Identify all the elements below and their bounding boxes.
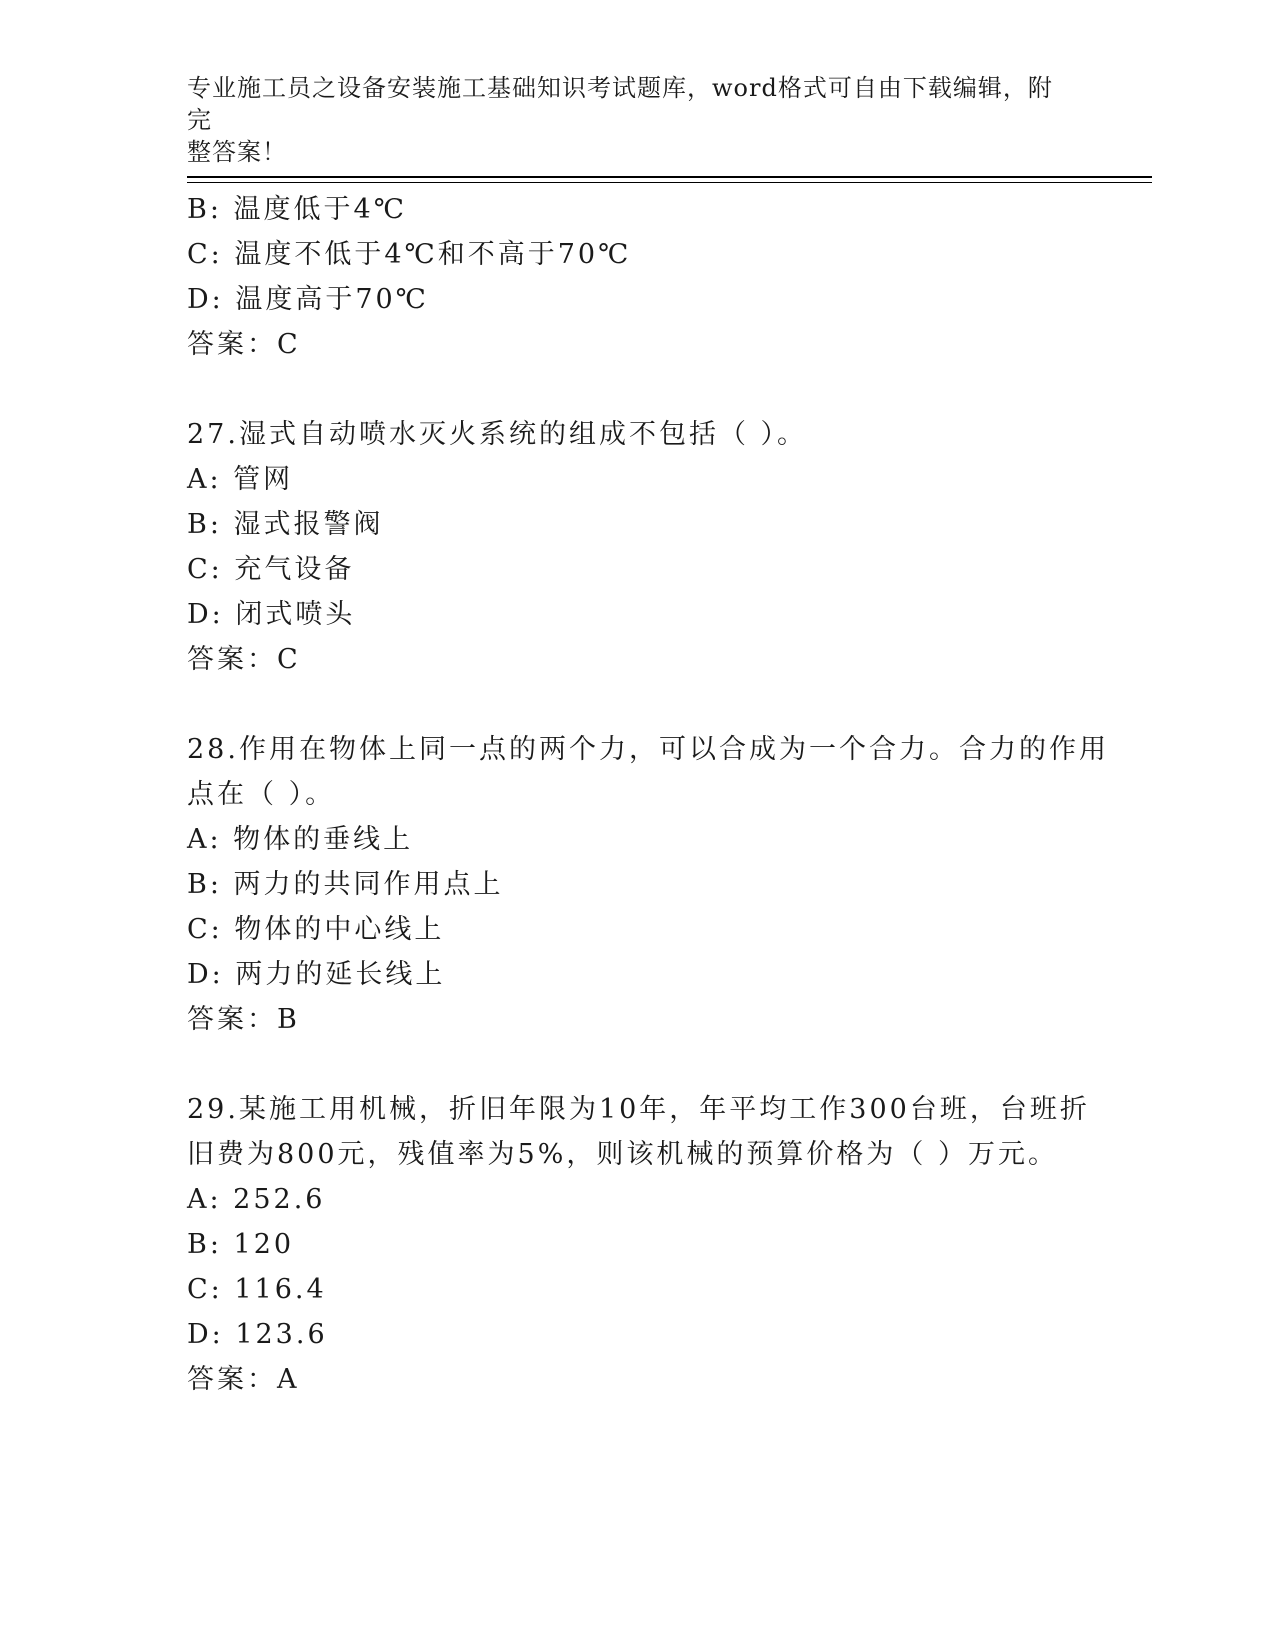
q26-answer: 答案：C <box>187 329 301 360</box>
q28-stem-line-2: 点在（ ）。 <box>187 779 336 810</box>
q29-option-b: B: 120 <box>187 1229 295 1260</box>
q26-option-c: C: 温度不低于4℃和不高于70℃ <box>187 239 632 270</box>
q27-stem: 27.湿式自动喷水灭火系统的组成不包括（ ）。 <box>187 419 808 450</box>
q29-stem-line-1: 29.某施工用机械，折旧年限为10年，年平均工作300台班，台班折 <box>187 1094 1090 1125</box>
q27-answer: 答案：C <box>187 644 301 675</box>
q29-answer: 答案：A <box>187 1364 300 1395</box>
q29-stem-line-2: 旧费为800元，残值率为5%，则该机械的预算价格为（ ）万元。 <box>187 1139 1058 1170</box>
q28-option-a: A: 物体的垂线上 <box>187 824 414 855</box>
header-line-2: 整答案！ <box>187 138 287 166</box>
header-rule-thin <box>187 182 1152 183</box>
q26-option-d: D: 温度高于70℃ <box>187 284 429 315</box>
q26-option-b: B: 温度低于4℃ <box>187 194 407 225</box>
q27-option-a: A: 管网 <box>187 464 294 495</box>
q28-option-c: C: 物体的中心线上 <box>187 914 445 945</box>
q28-option-d: D: 两力的延长线上 <box>187 959 446 990</box>
q27-option-d: D: 闭式喷头 <box>187 599 356 630</box>
q29-option-c: C: 116.4 <box>187 1274 327 1305</box>
header-line-1: 专业施工员之设备安装施工基础知识考试题库，word格式可自由下载编辑，附完 <box>187 74 1053 134</box>
q28-stem-line-1: 28.作用在物体上同一点的两个力，可以合成为一个合力。合力的作用 <box>187 734 1109 765</box>
header-rule-thick <box>187 176 1152 178</box>
q29-option-a: A: 252.6 <box>187 1184 326 1215</box>
q27-option-b: B: 湿式报警阀 <box>187 509 384 540</box>
q29-option-d: D: 123.6 <box>187 1319 328 1350</box>
page-header <box>187 72 1067 168</box>
q28-option-b: B: 两力的共同作用点上 <box>187 869 504 900</box>
q27-option-c: C: 充气设备 <box>187 554 355 585</box>
q28-answer: 答案：B <box>187 1004 300 1035</box>
